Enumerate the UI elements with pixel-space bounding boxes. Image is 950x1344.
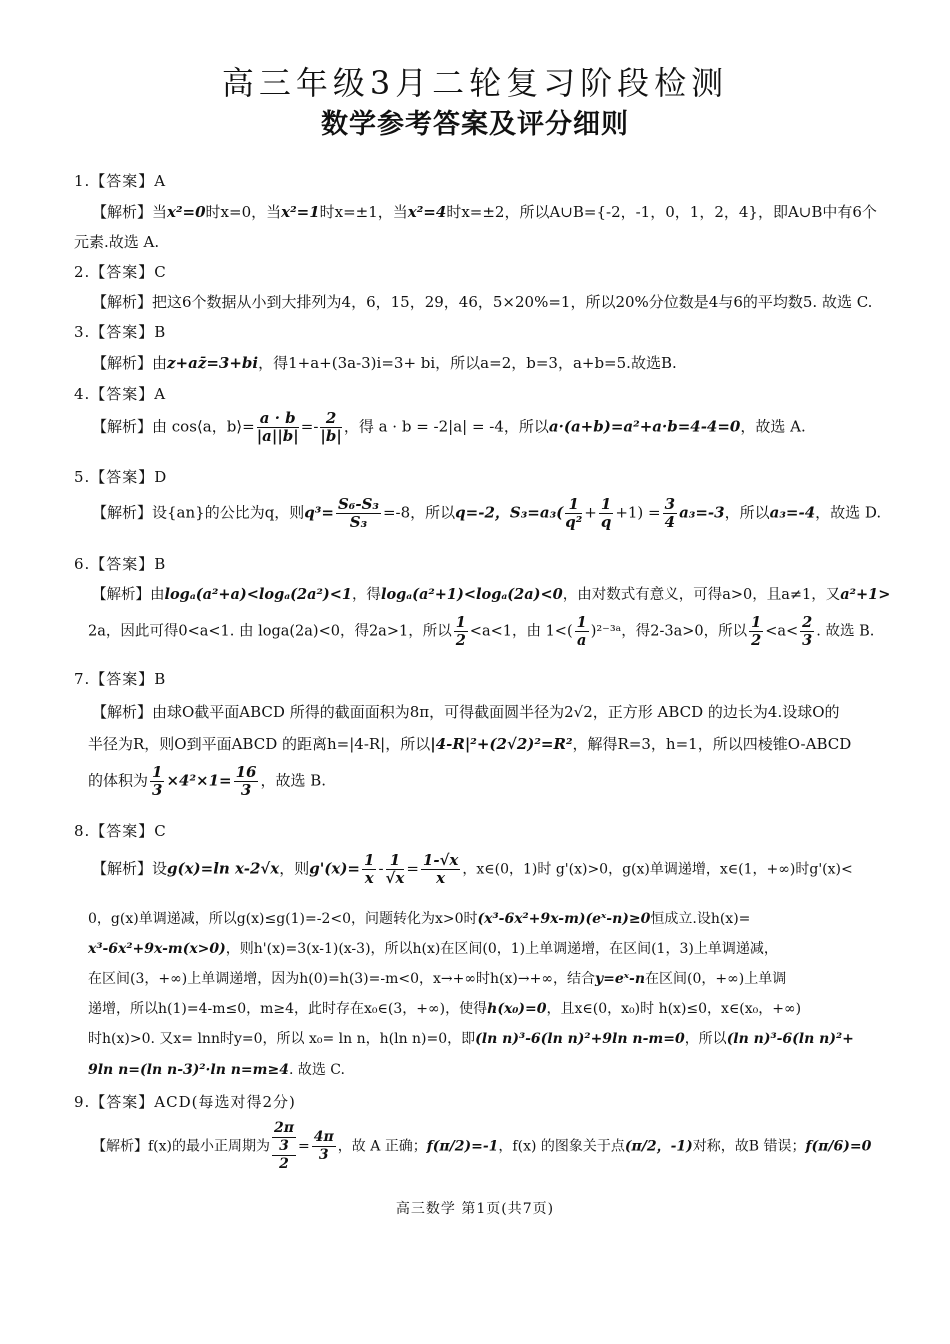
q5-frac-4-num: 3: [664, 495, 676, 513]
q7-exp2-b: ，解得R=3，h=1，所以四棱锥O-ABCD: [572, 735, 852, 753]
q8-frac-2-num: 1: [386, 852, 405, 870]
q8-math-6: h(x₀)=0: [487, 1001, 547, 1017]
q4-frac-1: [257, 410, 299, 445]
q8-exp1-e: ，x∈(0，1)时 g'(x)>0，g(x)单调递增，x∈(1，+∞)时g'(x)<: [462, 861, 853, 878]
q5-answer: 5.【答案】D: [74, 468, 168, 486]
q6-frac-1: [454, 614, 468, 649]
q9-frac-1-sub-num: 3: [272, 1138, 296, 1156]
q5-exp-c: +: [584, 503, 597, 522]
q6-frac-3-den: 2: [751, 632, 762, 649]
q8-exp2-b: 恒成立.设h(x)=: [650, 911, 751, 927]
q1-math-1: x²=0: [167, 203, 206, 221]
q8-explanation-cont-4: [88, 998, 801, 1018]
q6-frac-3: [749, 614, 763, 649]
q9-math-1: f(π/2)=-1: [426, 1138, 499, 1155]
q3-exp-a: 【解析】由: [92, 354, 168, 372]
q8-explanation-cont-5: [88, 1028, 854, 1048]
q6-frac-4-num: 2: [802, 614, 813, 631]
q8-explanation-cont-2: [88, 938, 778, 958]
q5-exp-e: ，所以: [724, 503, 770, 522]
q5-frac-1-num: S₆-S₃: [337, 495, 379, 513]
q5-exp-f: ，故选 D.: [815, 503, 882, 522]
q8-frac-1-num: 1: [364, 851, 375, 869]
q4-exp-b: =-: [300, 417, 319, 436]
q8-math-1: g(x)=ln x-2√x: [167, 859, 280, 878]
q7-frac-1-den: 3: [152, 781, 163, 799]
q2-answer: 2.【答案】C: [74, 263, 167, 281]
q7-exp3-a: 的体积为: [88, 771, 149, 790]
q8-math-8: (ln n)³-6(ln n)²+: [726, 1031, 854, 1047]
q6-frac-2-num: 1: [576, 614, 587, 631]
q6-exp-h: . 故选 B.: [816, 623, 875, 640]
q6-frac-4-den: 3: [802, 632, 813, 649]
q7-frac-1-num: 1: [152, 763, 163, 781]
q5-frac-3: [599, 496, 613, 531]
q5-math-3: a₃=-3: [679, 503, 725, 522]
q4-frac-2: [320, 410, 341, 445]
q6-frac-1-num: 1: [455, 614, 466, 631]
q5-exp-a: 【解析】设{an}的公比为q，则: [92, 503, 305, 522]
q1-explanation-cont: 元素.故选 A.: [74, 233, 160, 251]
q8-math-5: y=eˣ-n: [595, 971, 646, 987]
q9-frac-2: [312, 1129, 336, 1164]
q1-answer: 1.【答案】A: [74, 172, 167, 190]
q5-frac-2: [565, 496, 582, 531]
q6-frac-2-den: a: [576, 632, 587, 649]
page-subtitle: 数学参考答案及评分细则: [321, 109, 629, 140]
q6-frac-3-num: 1: [751, 614, 762, 631]
q8-exp2-a: 0，g(x)单调递减，所以g(x)≤g(1)=-2<0，问题转化为x>0时: [88, 911, 478, 927]
page-title: 高三年级3月二轮复习阶段检测: [221, 64, 729, 102]
q8-math-4: x³-6x²+9x-m(x>0): [88, 941, 226, 957]
q9-explanation: [92, 1120, 871, 1173]
q4-frac-1-den: |a||b|: [256, 427, 299, 445]
q7-explanation-cont-1: [88, 733, 851, 754]
q9-exp-c: ，故 A 正确；: [337, 1138, 427, 1155]
q8-explanation-cont-3: [88, 968, 786, 988]
q6-math-2: logₐ(a²+1)<logₐ(2a)<0: [380, 586, 563, 603]
q3-exp-b: ，得1+a+(3a-3)i=3+ bi，所以a=2，b=3，a+b=5.故选B.: [258, 354, 677, 372]
q6-frac-4: [800, 614, 814, 649]
q8-exp4-a: 在区间(3，+∞)上单调递增，因为h(0)=h(3)=-m<0，x→+∞时h(x)→+∞，结合: [88, 971, 595, 987]
q6-explanation: [92, 583, 890, 604]
q8-exp6-a: 时h(x)>0. 又x= lnn时y=0，所以 x₀= ln n，h(ln n)=0，即: [88, 1031, 476, 1047]
q4-explanation: [92, 410, 806, 445]
q8-answer: 8.【答案】C: [74, 822, 167, 840]
q9-exp-b: =: [298, 1138, 310, 1155]
q1-exp-a: 【解析】当: [92, 203, 168, 221]
q1-math-3: x²=4: [407, 203, 447, 221]
q7-explanation-cont-2: [88, 764, 326, 799]
q9-exp-a: 【解析】f(x)的最小正周期为: [92, 1138, 271, 1155]
q4-frac-2-den: |b|: [320, 427, 342, 445]
q6-exp-g: <a<: [765, 623, 799, 640]
q6-frac-1-den: 2: [455, 632, 466, 649]
q8-frac-3-num: 1-√x: [422, 851, 459, 869]
q7-math-1: |4-R|²+(2√2)²=R²: [430, 735, 573, 753]
q7-frac-2-den: 3: [240, 781, 252, 799]
q8-frac-1-den: x: [364, 869, 374, 887]
q5-frac-4: [663, 496, 677, 531]
q6-math-3: a²+1>: [840, 586, 891, 603]
q4-answer: 4.【答案】A: [74, 385, 167, 403]
q9-math-2: (π/2，-1): [624, 1138, 693, 1155]
q7-explanation: 【解析】由球O截平面ABCD 所得的截面面积为8π，可得截面圆半径为2√2，正方形 ABCD 的边长为4.设球O的: [92, 703, 840, 721]
q5-exp-b: =-8，所以: [382, 503, 456, 522]
q7-answer: 7.【答案】B: [74, 670, 167, 688]
q8-exp1-d: =: [406, 859, 419, 878]
q5-frac-1-den: S₃: [349, 513, 368, 531]
q8-exp5-a: 递增，所以h(1)=4-m≤0，m≥4，此时存在x₀∈(3，+∞)，使得: [88, 1001, 488, 1017]
q6-exp-c: ，由对数式有意义，可得a>0，且a≠1，又: [562, 587, 841, 603]
q9-exp-e: 对称，故B 错误；: [692, 1138, 806, 1155]
q4-exp-a: 【解析】由 cos⟨a，b⟩=: [92, 417, 255, 436]
q5-explanation: [92, 496, 881, 531]
q8-exp1-a: 【解析】设: [92, 859, 168, 878]
q9-exp-d: ，f(x) 的图象关于点: [498, 1138, 625, 1155]
q8-frac-1: [362, 852, 376, 887]
q2-explanation: 【解析】把这6个数据从小到大排列为4，6，15，29，46，5×20%=1，所以20%分位数是4与6的平均数5. 故选 C.: [92, 293, 873, 311]
q4-exp-c: ，得 a · b = -2|a| = -4，所以: [343, 417, 549, 436]
q8-exp7-b: . 故选 C.: [288, 1062, 345, 1078]
q7-exp2-a: 半径为R，则O到平面ABCD 的距离h=|4-R|，所以: [88, 735, 431, 753]
q5-frac-4-den: 4: [664, 513, 676, 531]
q8-explanation: [92, 852, 853, 887]
q8-frac-3: [421, 852, 460, 887]
q9-answer: 9.【答案】ACD(每选对得2分): [74, 1093, 296, 1111]
q1-exp-c: 时x=±1，当: [319, 203, 408, 221]
q5-frac-3-num: 1: [600, 495, 612, 513]
q6-math-1: logₐ(a²+a)<logₐ(2a²)<1: [164, 586, 352, 603]
q8-frac-2: [386, 852, 405, 887]
q5-math-1: q³=: [304, 503, 334, 522]
q8-math-2: g'(x)=: [309, 859, 360, 878]
q6-exp-b: ，得: [351, 587, 381, 603]
q4-exp-d: ，故选 A.: [740, 417, 806, 436]
q1-explanation: [92, 201, 877, 222]
q4-frac-2-num: 2: [320, 410, 341, 428]
q8-frac-3-den: x: [436, 869, 446, 887]
q8-exp5-b: ，且x∈(0，x₀)时 h(x)≤0，x∈(x₀，+∞): [546, 1001, 802, 1017]
q6-frac-2: [575, 614, 589, 649]
q1-exp-d: 时x=±2，所以A∪B={-2，-1，0，1，2，4}，即A∪B中有6个: [446, 203, 877, 221]
q6-exp-d: 2a，因此可得0<a<1. 由 loga(2a)<0，得2a>1，所以: [88, 623, 452, 640]
q8-math-3: (x³-6x²+9x-m)(eˣ-n)≥0: [477, 911, 651, 927]
q9-frac-2-den: 3: [318, 1147, 329, 1163]
page-footer: 高三数学 第1页(共7页): [395, 1201, 555, 1217]
q9-frac-2-num: 4π: [313, 1129, 334, 1145]
q4-frac-1-num: a · b: [257, 410, 299, 428]
q9-frac-1-sub-den: 2: [279, 1156, 289, 1172]
q7-frac-1: [150, 764, 164, 799]
q7-frac-2: [234, 764, 259, 799]
q3-answer: 3.【答案】B: [74, 323, 167, 341]
q8-explanation-cont-6: [88, 1059, 345, 1079]
q4-math: a·(a+b)=a²+a·b=4-4=0: [548, 417, 741, 436]
q3-math: z+az̄=3+bi: [167, 354, 259, 372]
q7-frac-2-num: 16: [235, 763, 257, 781]
q8-exp4-b: 在区间(0，+∞)上单调: [645, 971, 787, 987]
q8-explanation-cont-1: [88, 908, 750, 928]
q8-exp3-b: ，则h'(x)=3(x-1)(x-3)，所以h(x)在区间(0，1)上单调递增，在区间(1，3)上单调递减，: [225, 941, 778, 957]
q6-exp-e: <a<1，由 1<(: [469, 623, 573, 640]
q8-exp1-c: -: [378, 859, 384, 878]
q5-frac-2-num: 1: [565, 496, 582, 514]
q8-math-7: (ln n)³-6(ln n)²+9ln n-m=0: [475, 1031, 685, 1047]
q9-frac-1: [272, 1120, 296, 1173]
q7-math-2: ×4²×1=: [166, 771, 232, 790]
q5-exp-d: +1) =: [615, 503, 661, 522]
q8-exp6-b: ，所以: [684, 1031, 727, 1047]
q1-math-2: x²=1: [281, 203, 320, 221]
q5-frac-1: [336, 496, 381, 531]
q7-exp3-b: ，故选 B.: [260, 771, 327, 790]
q9-math-3: f(π/6)=0: [805, 1138, 872, 1155]
q9-frac-1-num: 2π: [274, 1120, 295, 1136]
q6-exp-f: )²⁻³ᵃ，得2-3a>0，所以: [590, 623, 748, 640]
q5-frac-2-den: q²: [565, 513, 583, 531]
q8-math-9: 9ln n=(ln n-3)²·ln n=m≥4: [88, 1062, 289, 1078]
q5-math-4: a₃=-4: [769, 503, 816, 522]
q1-exp-b: 时x=0，当: [205, 203, 282, 221]
q5-math-2: q=-2，S₃=a₃(: [455, 503, 564, 522]
q5-frac-3-den: q: [600, 513, 612, 531]
q8-frac-2-den: √x: [385, 869, 405, 887]
q6-exp-a: 【解析】由: [92, 587, 165, 603]
q6-answer: 6.【答案】B: [74, 555, 167, 573]
q6-explanation-cont: [88, 614, 874, 649]
q3-explanation: [92, 352, 677, 373]
q8-exp1-b: ，则: [279, 859, 310, 878]
